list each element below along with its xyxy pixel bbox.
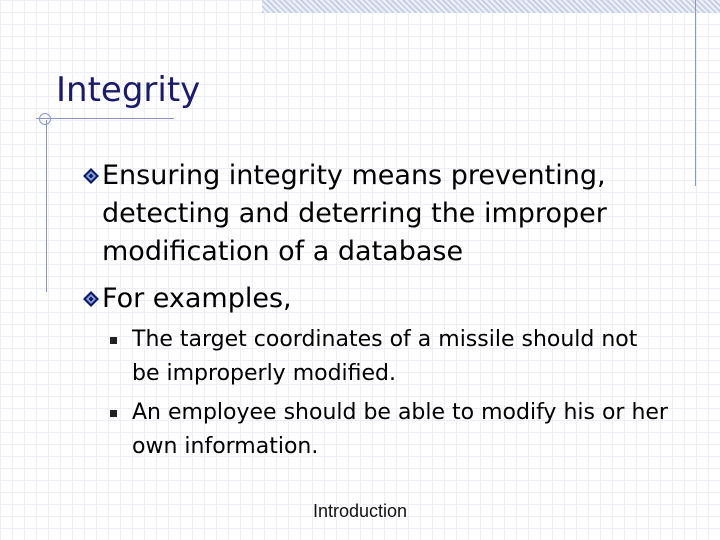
title-underline-rule [36, 118, 174, 119]
square-bullet-icon [110, 410, 117, 417]
square-bullet-icon [110, 337, 117, 344]
bullet-item-2 [82, 280, 692, 318]
rule-circle-ornament [39, 113, 51, 125]
slide-footer: Introduction [312, 501, 408, 521]
bullet-text: For examples, [102, 283, 292, 314]
sub-bullet-item-1 [110, 323, 670, 391]
slide-title: Integrity [56, 70, 201, 110]
bullet-text: Ensuring integrity means preventing, detecting and deterring the improper modification of a database [102, 160, 607, 267]
right-vertical-rule [695, 0, 696, 186]
bullet-item-1 [82, 157, 692, 271]
left-vertical-rule [46, 120, 47, 292]
top-decorative-band [262, 0, 720, 13]
sub-bullet-text: The target coordinates of a missile should not be improperly modified. [132, 327, 638, 386]
diamond-bullet-icon [82, 167, 100, 185]
sub-bullet-item-2 [110, 396, 670, 464]
diamond-bullet-icon [82, 290, 100, 308]
sub-bullet-text: An employee should be able to modify his or her own information. [132, 400, 668, 459]
